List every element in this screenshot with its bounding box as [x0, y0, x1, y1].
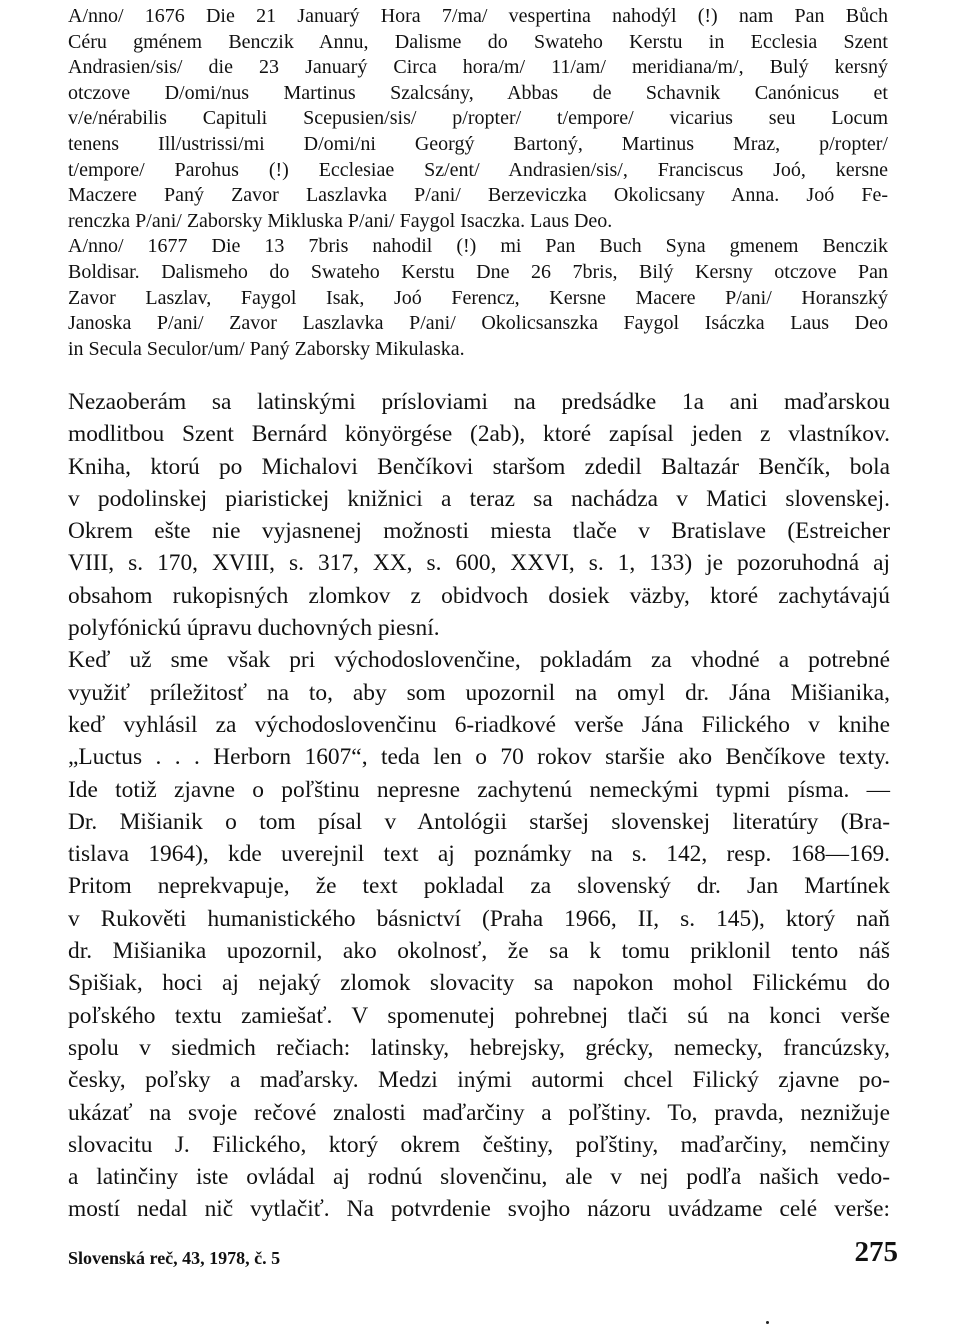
text-line: A/nno/ 1676 Die 21 Januarý Hora 7/ma/ vespertina nahodýl (!) nam Pan Bůch: [68, 5, 888, 27]
text-line: Dr. Mišianik o tom písal v Antológii staršej slovenskej literatúry (Bra-: [68, 808, 890, 835]
text-line: Janoska P/ani/ Zavor Laszlavka P/ani/ Okolicsanszka Faygol Isáczka Laus Deo: [68, 312, 888, 335]
text-line: Ide totiž zjavne o poľštinu nepresne zachytenú nemeckými typmi písma. —: [68, 776, 890, 803]
text-line: t/empore/ Parohus (!) Ecclesiae Sz/ent/ Andrasien/sis/, Franciscus Joó, kersne: [68, 158, 888, 181]
register-entry-1676: [68, 4, 888, 234]
text-line: renczka P/ani/ Zaborsky Mikluska P/ani/ Faygol Isaczka. Laus Deo.: [68, 209, 613, 232]
text-line: využiť príležitosť na to, aby som upozornil na omyl dr. Jána Mišianika,: [68, 679, 890, 706]
register-entry-1677: [68, 234, 888, 362]
text-line: in Secula Seculor/um/ Paný Zaborsky Mikulaska.: [68, 337, 465, 360]
text-line: modlitbou Szent Bernárd könyörgése (2ab), ktoré zapísal jeden z vlastníkov.: [68, 421, 890, 448]
text-line: otczove D/omi/nus Martinus Szalcsány, Abbas de Schavnik Canónicus et: [68, 81, 888, 104]
text-line: dr. Mišianika upozornil, ako okolnosť, že sa k tomu priklonil tento náš: [68, 938, 890, 965]
text-line: mostí nedal nič vytlačiť. Na potvrdenie svojho názoru uvádzame celé verše:: [68, 1196, 890, 1223]
print-speck: [766, 1321, 769, 1324]
text-line: poľského textu zamiešať. V spomenutej pohrebnej tlači sú na konci verše: [68, 1002, 890, 1029]
text-line: v Rukověti humanistického básnictví (Praha 1966, II, s. 145), ktorý naň: [68, 905, 890, 932]
text-line: Andrasien/sis/ die 23 Januarý Circa hora/m/ 11/am/ meridiana/m/, Bulý kersný: [68, 56, 888, 79]
text-line: česky, poľsky a maďarsky. Medzi inými autormi chcel Filický zjavne po-: [68, 1067, 890, 1094]
text-line: Kniha, ktorú po Michalovi Benčíkovi staršom zdedil Baltazár Benčík, bola: [68, 453, 890, 480]
text-line: a latinčiny iste ovládal aj rodnú slovenčinu, ale v nej podľa našich vedo-: [68, 1164, 890, 1191]
text-line: tislava 1964), kde uverejnil text aj poznámky na s. 142, resp. 168—169.: [68, 841, 890, 868]
text-line: Nezaoberám sa latinskými prísloviami na predsádke 1a ani maďarskou: [68, 389, 890, 415]
text-line: ukázať na svoje rečové znalosti maďarčiny a poľštiny. To, pravda, neznižuje: [68, 1099, 890, 1126]
text-line: v podolinskej piaristickej knižnici a teraz sa nachádza v Matici slovenskej.: [68, 485, 890, 512]
text-line: polyfónickú úpravu duchovných piesní.: [68, 615, 440, 642]
page-number: 275: [854, 1236, 898, 1268]
text-line: tenens Ill/ustrissi/mi D/omi/ni Georgý Bartoný, Martinus Mraz, p/ropter/: [68, 132, 888, 155]
paragraph-2: [68, 644, 890, 1225]
text-line: Okrem ešte nie vyjasnenej možnosti miesta tlače v Bratislave (Estreicher: [68, 518, 890, 545]
text-line: obsahom rukopisných zlomkov z obidvoch dosiek väzby, ktoré zachytávajú: [68, 582, 890, 609]
text-line: Maczere Paný Zavor Laszlavka P/ani/ Berzeviczka Okolicsany Anna. Joó Fe-: [68, 184, 888, 207]
text-line: v/e/nérabilis Capituli Scepusien/sis/ p/ropter/ t/empore/ vicarius seu Locum: [68, 107, 888, 130]
article-body: [68, 386, 890, 1226]
text-line: keď vyhlásil za východoslovenčinu 6-riadkové verše Jána Filického v knihe: [68, 711, 890, 738]
text-line: slovacitu J. Filického, ktorý okrem češtiny, poľštiny, maďarčiny, nemčiny: [68, 1131, 890, 1158]
text-line: Pritom neprekvapuje, že text pokladal za slovenský dr. Jan Martínek: [68, 873, 890, 900]
text-line: Zavor Laszlav, Faygol Isak, Joó Ferencz, Kersne Macere P/ani/ Horanszký: [68, 286, 888, 309]
text-line: „Luctus . . . Herborn 1607“, teda len o 70 rokov staršie ako Benčíkove texty.: [68, 744, 890, 771]
text-line: Céru gménem Benczik Annu, Dalisme do Swateho Kerstu in Ecclesia Szent: [68, 30, 888, 53]
text-line: Spišiak, hoci aj nejaký zlomok slovacity sa napokon mohol Filickému do: [68, 970, 890, 997]
page-footer: [68, 1236, 898, 1276]
text-line: Keď už sme však pri východoslovenčine, pokladám za vhodné a potrebné: [68, 647, 890, 674]
text-line: A/nno/ 1677 Die 13 7bris nahodil (!) mi Pan Buch Syna gmenem Benczik: [68, 235, 888, 258]
text-line: Boldisar. Dalismeho do Swateho Kerstu Dne 26 7bris, Bilý Kersny otczove Pan: [68, 260, 888, 283]
journal-citation: Slovenská reč, 43, 1978, č. 5: [68, 1248, 281, 1268]
text-line: spolu v siedmich rečiach: latinsky, hebrejsky, grécky, nemecky, francúzsky,: [68, 1034, 890, 1061]
text-line: VIII, s. 170, XVIII, s. 317, XX, s. 600, XXVI, s. 1, 133) je pozoruhodná aj: [68, 550, 890, 577]
register-entries: [68, 4, 888, 362]
paragraph-1: [68, 386, 890, 644]
